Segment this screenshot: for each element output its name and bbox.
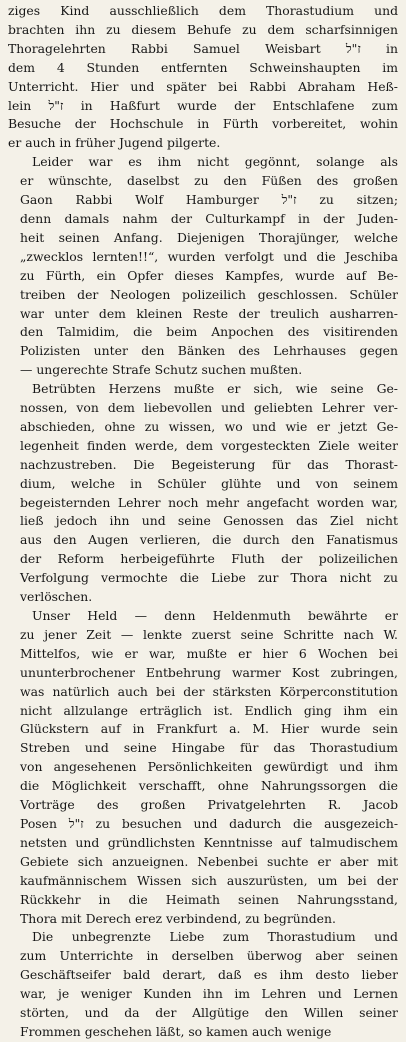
text-line: dem 4 Stunden entfernten Schweinshaupten im xyxy=(8,59,398,75)
text-line: Die unbegrenzte Liebe zum Thorastudium und xyxy=(32,929,398,945)
text-line: abschieden, ohne zu wissen, wo und wie er jetzt Ge- xyxy=(20,418,398,434)
paragraph xyxy=(8,928,398,1041)
text-line: er auch in früher Jugend pilgerte. xyxy=(8,135,221,151)
text-line: nicht allzulange erträglich ist. Endlich ging ihm ein xyxy=(20,702,398,718)
paragraph xyxy=(8,607,398,928)
text-line: kaufmännischem Wissen sich auszurüsten, um bei der xyxy=(20,872,398,888)
text-line: Betrübten Herzens mußte er sich, wie seine Ge- xyxy=(32,381,398,397)
text-line: Streben und seine Hingabe für das Thorastudium xyxy=(20,740,398,756)
text-line: zu Fürth, ein Opfer dieses Kampfes, wurde auf Be- xyxy=(20,267,398,283)
text-line: — ungerechte Strafe Schutz suchen mußten. xyxy=(20,362,303,378)
text-line: Gaon Rabbi Wolf Hamburger ז"ל zu sitzen; xyxy=(20,192,398,208)
text-line: ununterbrochener Entbehrung warmer Kost zubringen, xyxy=(20,664,398,680)
text-line: er wünschte, daselbst zu den Füßen des großen xyxy=(20,173,398,189)
text-line: nossen, von dem liebevollen und geliebten Lehrer ver- xyxy=(20,400,398,416)
text-line: Gebiete sich anzueignen. Nebenbei suchte er aber mit xyxy=(20,853,398,869)
text-line: Rückkehr in die Heimath seinen Nahrungsstand, xyxy=(20,891,398,907)
text-line: Besuche der Hochschule in Fürth vorbereitet, wohin xyxy=(8,116,398,132)
text-line: war unter dem kleinen Reste der treulich ausharren- xyxy=(20,305,398,321)
text-line: Geschäftseifer bald derart, daß es ihm desto lieber xyxy=(20,967,398,983)
text-line: aus den Augen verlieren, die durch den Fanatismus xyxy=(20,532,398,548)
text-line: begeisternden Lehrer noch mehr angefacht worden war, xyxy=(20,494,398,510)
text-line: netsten und gründlichsten Kenntnisse auf talmudischem xyxy=(20,834,398,850)
text-line: Leider war es ihm nicht gegönnt, solange als xyxy=(32,154,398,170)
text-line: war, je weniger Kunden ihn im Lehren und Lernen xyxy=(20,986,398,1002)
text-line: dium, welche in Schüler glühte und von seinem xyxy=(20,475,398,491)
text-line: nachzustreben. Die Begeisterung für das Thorast- xyxy=(20,456,398,472)
text-line: was natürlich auch bei der stärksten Körperconstitution xyxy=(20,683,398,699)
text-line: Frommen geschehen läßt, so kamen auch wenige xyxy=(20,1023,332,1039)
paragraph xyxy=(8,380,398,607)
text-line: Thoragelehrten Rabbi Samuel Weisbart ז"ל in xyxy=(8,40,398,56)
text-line: legenheit finden werde, dem vorgesteckten Ziele weiter xyxy=(20,437,398,453)
paragraph xyxy=(8,153,398,380)
text-line: Posen ז"ל zu besuchen und dadurch die ausgezeich- xyxy=(20,815,398,831)
text-line: ließ jedoch ihn und seine Genossen das Ziel nicht xyxy=(20,513,398,529)
text-line: lein ז"ל in Haßfurt wurde der Entschlafene zum xyxy=(8,97,398,113)
text-line: zum Unterrichte in derselben überwog aber seinen xyxy=(20,948,398,964)
text-line: Thora mit Derech erez verbindend, zu begründen. xyxy=(20,910,336,926)
text-line: den Talmidim, die beim Anpochen des visitirenden xyxy=(20,324,398,340)
text-line: brachten ihn zu diesem Behufe zu dem scharfsinnigen xyxy=(8,21,398,37)
text-line: „zwecklos lernten!!“, wurden verfolgt und die Jeschiba xyxy=(20,248,398,264)
text-line: störten, und da der Allgütige den Willen seiner xyxy=(20,1005,398,1021)
text-line: Glückstern auf in Frankfurt a. M. Hier wurde sein xyxy=(20,721,398,737)
text-line: denn damals nahm der Culturkampf in der Juden- xyxy=(20,210,398,226)
text-line: treiben der Neologen polizeilich geschlossen. Schüler xyxy=(20,286,398,302)
text-line: heit seinen Anfang. Diejenigen Thorajünger, welche xyxy=(20,229,398,245)
text-line: von angesehenen Persönlichkeiten gewürdigt und ihm xyxy=(20,759,398,775)
text-line: verlöschen. xyxy=(20,589,93,605)
text-line: Polizisten unter den Bänken des Lehrhauses gegen xyxy=(20,343,398,359)
text-line: Unterricht. Hier und später bei Rabbi Abraham Heß- xyxy=(8,78,398,94)
paragraph xyxy=(8,2,398,153)
text-line: die Möglichkeit verschafft, ohne Nahrungssorgen die xyxy=(20,778,398,794)
text-line: der Reform herbeigeführte Fluth der polizeilichen xyxy=(20,551,398,567)
text-line: ziges Kind ausschließlich dem Thorastudium und xyxy=(8,3,398,18)
text-line: Unser Held — denn Heldenmuth bewährte er xyxy=(32,608,398,623)
text-line: zu jener Zeit — lenkte zuerst seine Schritte nach W. xyxy=(20,626,398,642)
newspaper-column xyxy=(8,2,398,1042)
text-line: Vorträge des großen Privatgelehrten R. Jacob xyxy=(20,797,398,813)
text-line: Mittelfos, wie er war, mußte er hier 6 Wochen bei xyxy=(20,645,398,661)
text-line: Verfolgung vermochte die Liebe zur Thora nicht zu xyxy=(20,570,398,586)
